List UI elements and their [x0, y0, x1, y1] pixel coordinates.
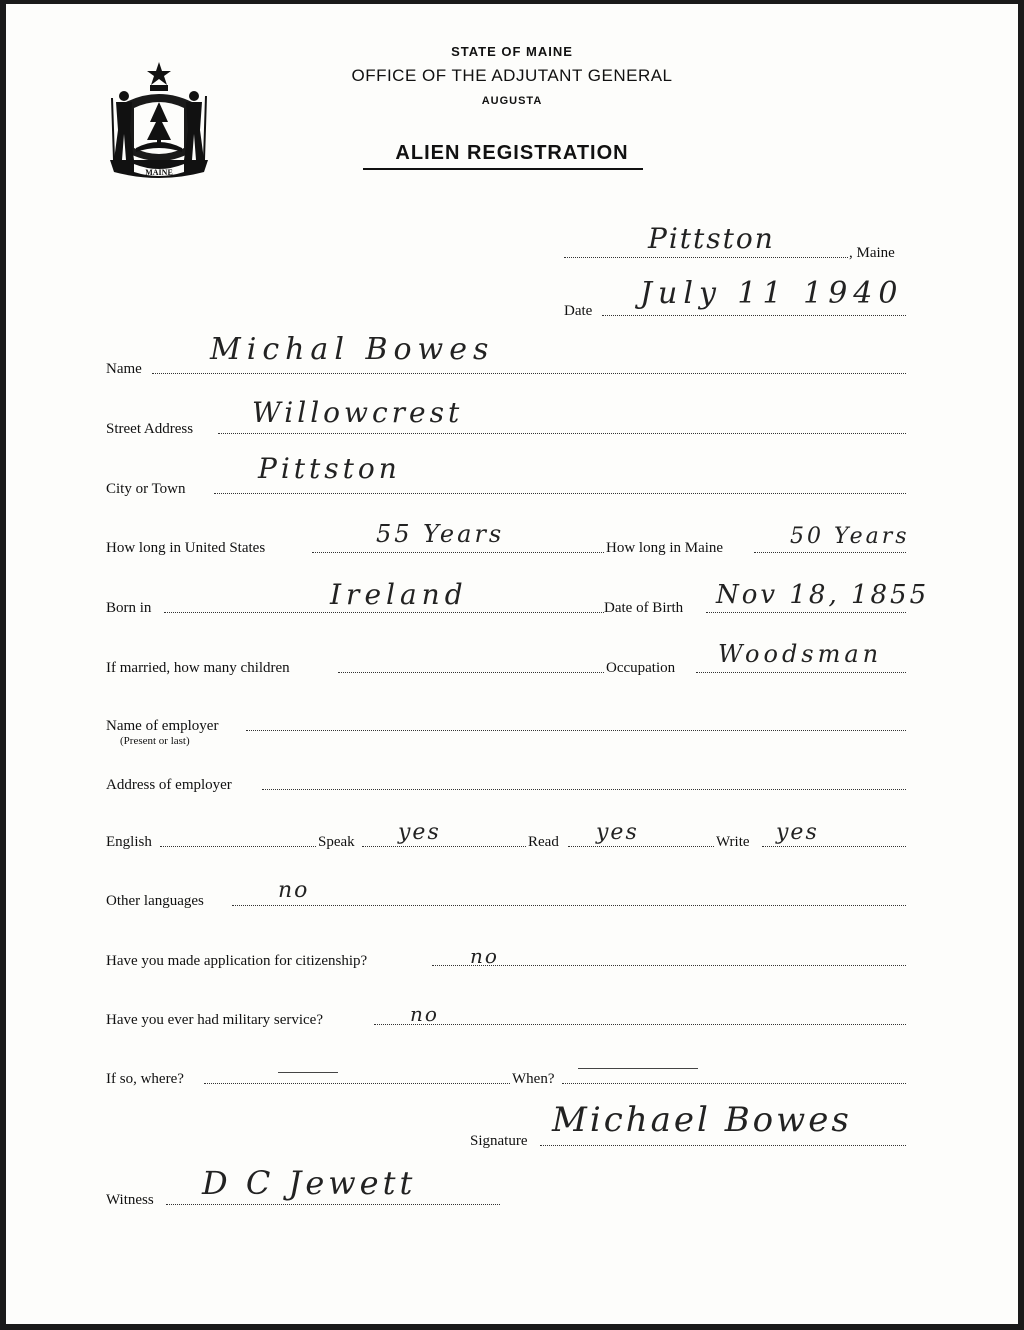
city-value: Pittston	[258, 452, 401, 485]
employer-address-label: Address of employer	[106, 777, 232, 793]
military-value: no	[410, 1002, 439, 1026]
where-dash	[278, 1072, 338, 1073]
employer-line	[246, 730, 906, 731]
where-line	[204, 1083, 510, 1084]
when-label: When?	[512, 1071, 555, 1087]
occupation-label: Occupation	[606, 660, 676, 676]
english-line	[160, 846, 316, 847]
us-duration-label: How long in United States	[106, 540, 266, 556]
name-value: Michal Bowes	[210, 332, 495, 367]
date-label: Date	[564, 303, 593, 319]
us-duration-value: 55 Years	[376, 520, 505, 548]
witness-label: Witness	[106, 1192, 154, 1208]
when-line	[562, 1083, 906, 1084]
occupation-line	[696, 672, 906, 673]
when-dash	[578, 1068, 698, 1069]
write-label: Write	[716, 834, 750, 850]
title-underline	[363, 168, 643, 170]
witness-value: D C Jewett	[202, 1164, 417, 1202]
maine-state-seal-icon	[104, 60, 214, 185]
other-languages-label: Other languages	[106, 893, 204, 909]
employer-note: (Present or last)	[120, 735, 190, 747]
maine-duration-label: How long in Maine	[606, 540, 724, 556]
where-label: If so, where?	[106, 1071, 184, 1087]
born-label: Born in	[106, 600, 152, 616]
employer-address-line	[262, 789, 906, 790]
street-value: Willowcrest	[252, 396, 464, 429]
form-title: ALIEN REGISTRATION	[395, 142, 629, 164]
name-line	[152, 373, 906, 374]
town-value: Pittston	[648, 222, 775, 255]
maine-duration-value: 50 Years	[790, 524, 910, 549]
citizenship-value: no	[470, 944, 499, 968]
dob-line	[706, 612, 906, 613]
read-line	[568, 846, 714, 847]
born-line	[164, 612, 604, 613]
witness-line	[166, 1204, 500, 1205]
signature-label: Signature	[470, 1133, 528, 1149]
header-state: STATE OF MAINE	[451, 44, 573, 59]
maine-label: , Maine	[849, 245, 895, 261]
speak-value: yes	[398, 820, 441, 845]
citizenship-line	[432, 965, 906, 966]
citizenship-label: Have you made application for citizenship?	[106, 953, 368, 969]
read-value: yes	[596, 820, 639, 845]
english-label: English	[106, 834, 152, 850]
date-value: July 11 1940	[640, 276, 904, 311]
city-line	[214, 493, 906, 494]
header-office: OFFICE OF THE ADJUTANT GENERAL	[351, 66, 673, 85]
city-label: City or Town	[106, 481, 186, 497]
signature-value: Michael Bowes	[552, 1100, 852, 1140]
born-value: Ireland	[330, 578, 468, 611]
dob-value: Nov 18, 1855	[716, 580, 930, 610]
speak-label: Speak	[318, 834, 355, 850]
children-line	[338, 672, 604, 673]
maine-duration-line	[754, 552, 906, 553]
town-line	[564, 257, 848, 258]
signature-line	[540, 1145, 906, 1146]
military-label: Have you ever had military service?	[106, 1012, 323, 1028]
street-label: Street Address	[106, 421, 194, 437]
other-languages-line	[232, 905, 906, 906]
date-line	[602, 315, 906, 316]
other-languages-value: no	[278, 878, 310, 903]
read-label: Read	[528, 834, 559, 850]
occupation-value: Woodsman	[718, 640, 883, 668]
name-label: Name	[106, 361, 142, 377]
svg-text:MAINE: MAINE	[145, 168, 173, 177]
write-value: yes	[776, 820, 819, 845]
header-city: AUGUSTA	[481, 95, 543, 107]
street-line	[218, 433, 906, 434]
employer-label: Name of employer	[106, 718, 219, 734]
military-line	[374, 1024, 906, 1025]
write-line	[762, 846, 906, 847]
children-label: If married, how many children	[106, 660, 290, 676]
speak-line	[362, 846, 526, 847]
us-duration-line	[312, 552, 604, 553]
dob-label: Date of Birth	[604, 600, 684, 616]
